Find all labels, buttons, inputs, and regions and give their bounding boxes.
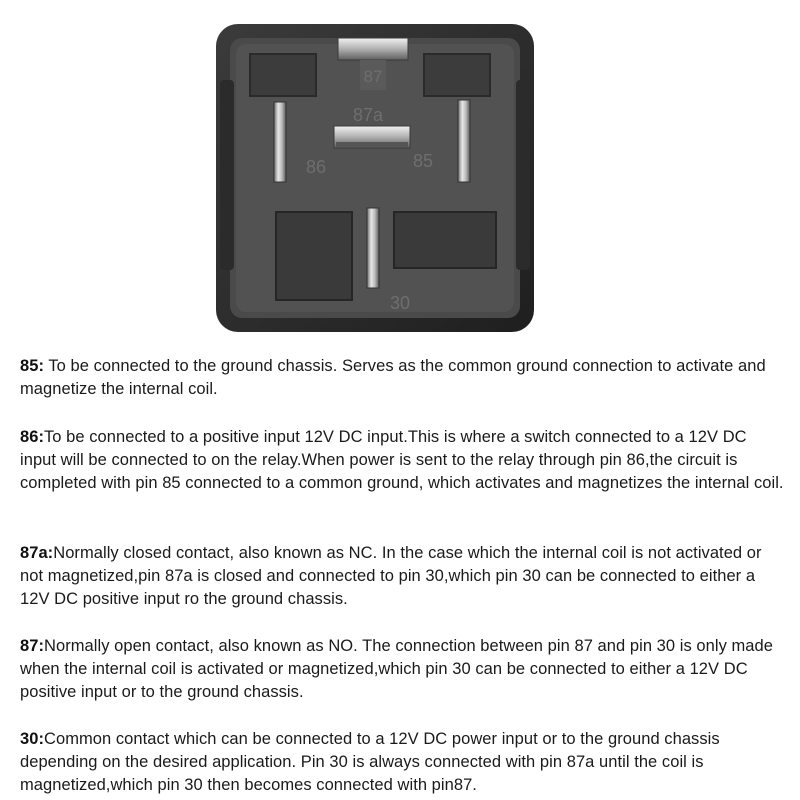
pin-85-description bbox=[20, 355, 785, 401]
pin-87-heading: 87: bbox=[20, 637, 44, 655]
pin-87-text: Normally open contact, also known as NO. The connection between pin 87 and pin 30 is only made when the internal coil is activated or magnetized,which pin 30 can be connected to either a 12V DC positive input or to the ground chassis. bbox=[20, 637, 773, 701]
relay-image bbox=[210, 20, 540, 340]
pin-87a-heading: 87a: bbox=[20, 544, 54, 562]
pocket-top-right bbox=[424, 54, 490, 96]
pin-87a-text: Normally closed contact, also known as NC. In the case which the internal coil is not activated or not magnetized,pin 87a is closed and connected to pin 30,which pin 30 can be connected to either a 12V DC positive input ro the ground chassis. bbox=[20, 544, 762, 608]
pocket-bottom-left bbox=[276, 212, 352, 300]
pin-30-description bbox=[20, 728, 785, 797]
pin-86-description bbox=[20, 426, 785, 495]
pin-30-label: 30 bbox=[389, 293, 411, 313]
pin-87a-description bbox=[20, 542, 785, 611]
pin-87a-label: 87a bbox=[352, 105, 384, 125]
pin-30-heading: 30: bbox=[20, 730, 44, 748]
pocket-bottom-right bbox=[394, 212, 496, 268]
pin-85-label: 85 bbox=[412, 151, 434, 171]
pin-30-text: Common contact which can be connected to a 12V DC power input or to the ground chassis depending on the desired application. Pin 30 is always connected with pin 87a until the coil is magnetized,which pin 30 then becomes connected with pin87. bbox=[20, 730, 720, 794]
pin-85-text: To be connected to the ground chassis. Serves as the common ground connection to activate and magnetize the internal coil. bbox=[20, 357, 766, 398]
pin-85-heading: 85: bbox=[20, 357, 44, 375]
pin-86-heading: 86: bbox=[20, 428, 44, 446]
pin-86-label: 86 bbox=[305, 157, 327, 177]
pin-87-description bbox=[20, 635, 785, 704]
pin-86-text: To be connected to a positive input 12V DC input.This is where a switch connected to a 12V DC input will be connected to on the relay.When power is sent to the relay through pin 86,the circuit is completed with pin 85 connected to a common ground, which activates and magnetizes the internal coil. bbox=[20, 428, 784, 492]
pin-87-label: 87 bbox=[363, 67, 383, 86]
pocket-top-left bbox=[250, 54, 316, 96]
